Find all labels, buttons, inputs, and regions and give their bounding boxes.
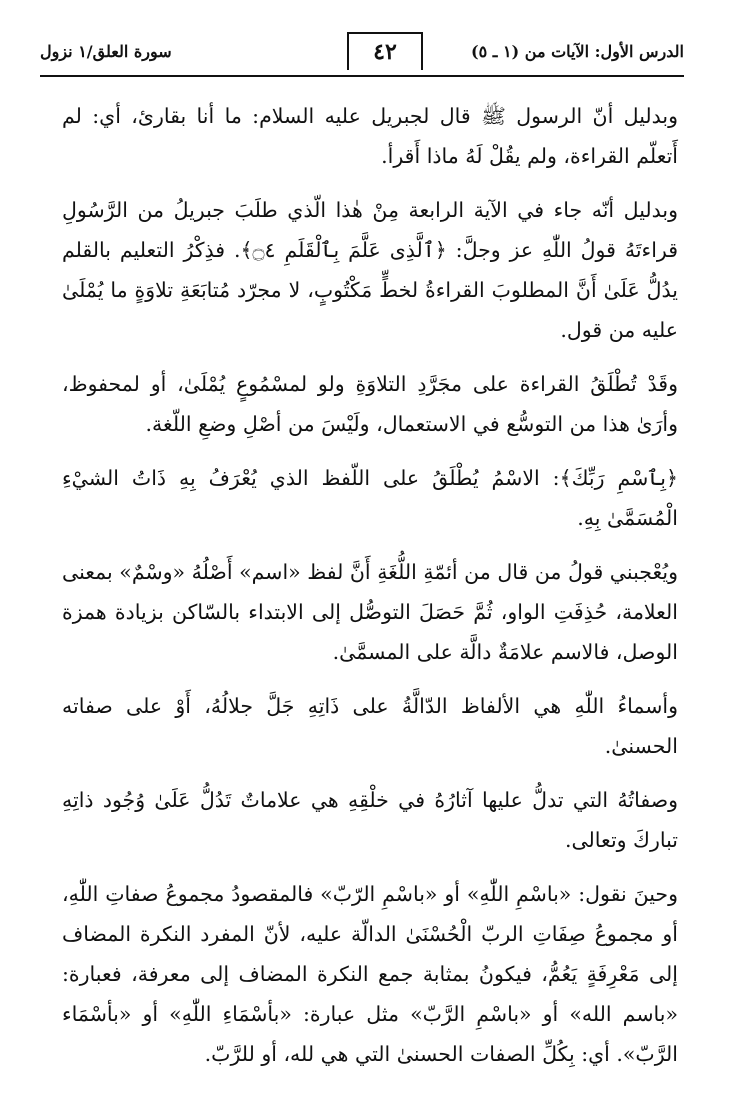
surah-title: سورة العلق/١ نزول — [40, 42, 172, 61]
header-divider — [40, 75, 684, 77]
paragraph: ويُعْجبني قولُ من قال من أئمّةِ اللُّغَةِ أَنَّ لفظ «اسم» أَصْلُهُ «وسْمٌ» بمعنى العلامة، حُذِفَتِ الواو، ثُمَّ حَصَلَ التوصُّل إلى الابتداء بالسّاكن بزيادة همزة الوصل، فالاسم علامَةٌ دالَّة على المسمَّىٰ. — [62, 560, 678, 664]
lesson-title: الدرس الأول: الآيات من (١ ـ ٥) — [471, 42, 684, 61]
page-number: ٤٢ — [347, 32, 423, 70]
paragraph: وقَدْ تُطْلَقُ القراءة على مجَرَّدِ التلاوَةِ ولو لمسْمُوعٍ يُمْلَىٰ، أو لمحفوظ، وأرَىٰ هذا من التوسُّع في الاستعمال، ولَيْسَ من أصْلِ وضعِ اللّغة. — [62, 372, 678, 436]
paragraph: ﴿بِٱسْمِ رَبِّكَ﴾: الاسْمُ يُطْلَقُ على اللّفظ الذي يُعْرَفُ بِهِ ذَاتُ الشيْءِ الْمُسَمَّىٰ بِهِ. — [62, 466, 678, 530]
page-body — [62, 96, 678, 1074]
paragraph: وبدليل أنّه جاء في الآية الرابعة مِنْ هٰذا الّذي طلَبَ جبريلُ من الرَّسُولِ قراءتَهُ قولُ اللّٰهِ عز وجلَّ: ﴿ٱلَّذِى عَلَّمَ بِٱلْقَلَمِ ۝٤﴾. فذِكْرُ التعليم بالقلم يدُلُّ عَلَىٰ أَنَّ المطلوبَ القراءةُ لخطٍّ مَكْتُوبٍ، لا مجرّد مُتابَعَةِ تلاوَةٍ ما يُمْلَىٰ عليه من قول. — [62, 198, 678, 342]
paragraph: وصفاتُهُ التي تدلُّ عليها آثارُهُ في خلْقِهِ هي علاماتٌ تَدُلُّ عَلَىٰ وُجُود ذاتِهِ تباركَ وتعالى. — [62, 788, 678, 852]
paragraph: وبدليل أنّ الرسول ﷺ قال لجبريل عليه السلام: ما أنا بقارئ، أي: لم أَتعلّم القراءة، ولم يقُلْ لَهُ ماذا أَقرأ. — [62, 104, 678, 168]
page-header — [40, 30, 684, 76]
paragraph: وحينَ نقول: «باسْمِ اللّٰهِ» أو «باسْمِ الرّبّ» فالمقصودُ مجموعُ صفاتِ اللّٰهِ، أو مجموعُ صِفَاتِ الربّ الْحُسْنَىٰ الدالّة عليه، لأنّ المفرد النكرة المضاف إلى مَعْرِفَةٍ يَعُمُّ، فيكونُ بمثابة جمع النكرة المضاف إلى معرفة، فعبارة: «باسم الله» أو «باسْمِ الرَّبّ» مثل عبارة: «بأسْمَاءِ اللّٰهِ» أو «بأسْمَاء الرَّبّ». أي: بِكُلِّ الصفات الحسنىٰ التي هي لله، أو للرَّبّ. — [62, 882, 678, 1066]
paragraph: وأسماءُ اللّٰهِ هي الألفاظ الدّالَّةُ على ذَاتِهِ جَلَّ جلالُهُ، أَوْ على صفاته الحسنىٰ. — [62, 694, 678, 758]
